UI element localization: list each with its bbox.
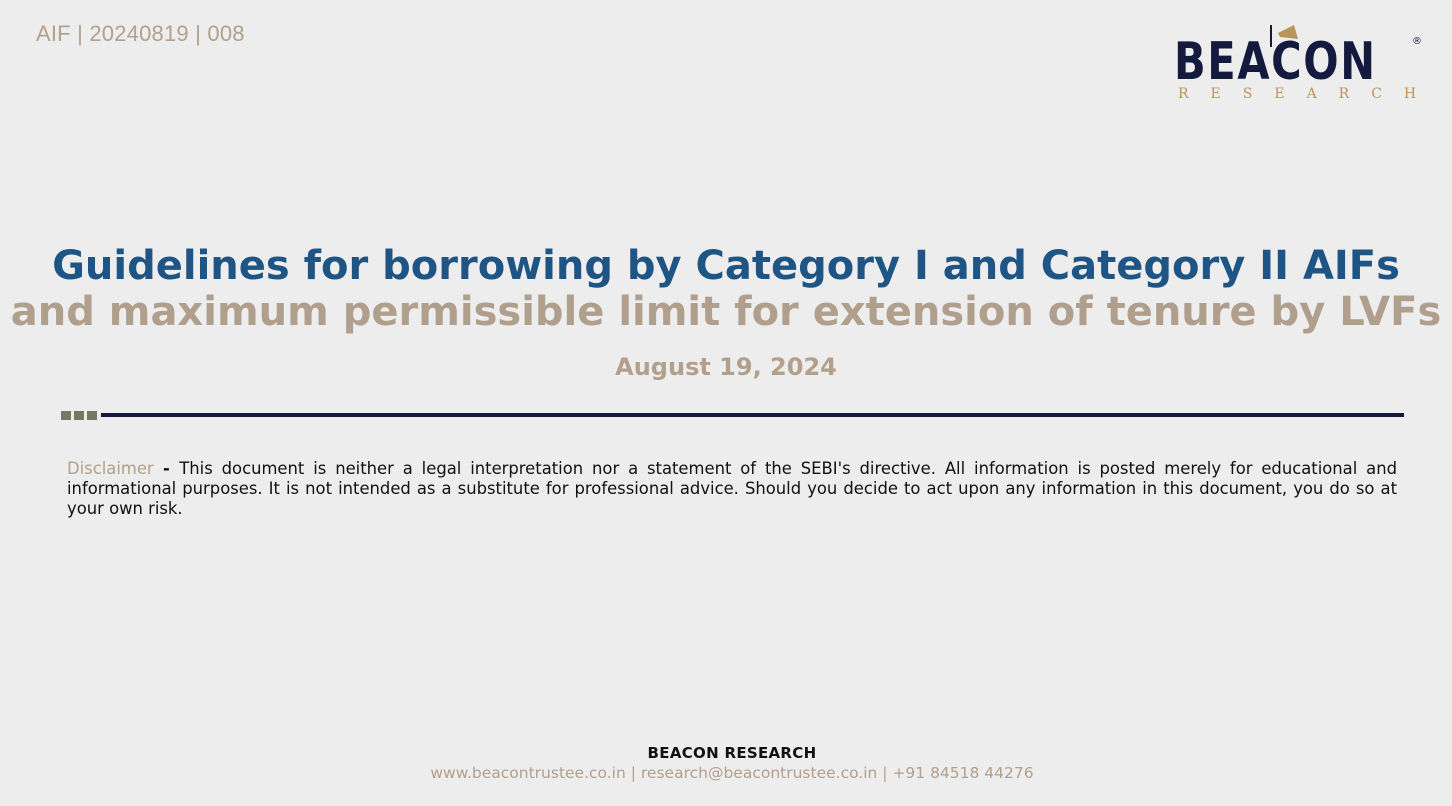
- divider-square: [61, 411, 71, 420]
- divider-square: [87, 411, 97, 420]
- disclaimer-separator: -: [153, 459, 180, 478]
- document-title-line2: and maximum permissible limit for extension of tenure by LVFs: [10, 289, 1442, 335]
- divider-line: [101, 413, 1404, 417]
- footer-title: BEACON RESEARCH: [647, 744, 817, 762]
- footer-contact: www.beacontrustee.co.in | research@beacontrustee.co.in | +91 84518 44276: [430, 764, 1034, 782]
- disclaimer-label: Disclaimer: [67, 459, 154, 478]
- document-date: August 19, 2024: [615, 353, 837, 381]
- document-title-line1: Guidelines for borrowing by Category I and Category II AIFs: [52, 243, 1400, 289]
- document-code: AIF | 20240819 | 008: [36, 21, 245, 46]
- beacon-research-logo: [1172, 22, 1439, 106]
- divider-square: [74, 411, 84, 420]
- registered-mark: ®: [1412, 36, 1422, 47]
- logo-wordmark: BEACON: [1174, 32, 1377, 92]
- divider-squares: [61, 411, 97, 420]
- disclaimer-text: This document is neither a legal interpretation nor a statement of the SEBI's directive. All information is posted merely for educational and informational purposes. It is not intended as a substitute for professional advice. Should you decide to act upon any information in this document, you do so at your own risk.: [67, 459, 1397, 518]
- logo-subtitle: RESEARCH: [1178, 86, 1439, 102]
- disclaimer: [67, 459, 1397, 519]
